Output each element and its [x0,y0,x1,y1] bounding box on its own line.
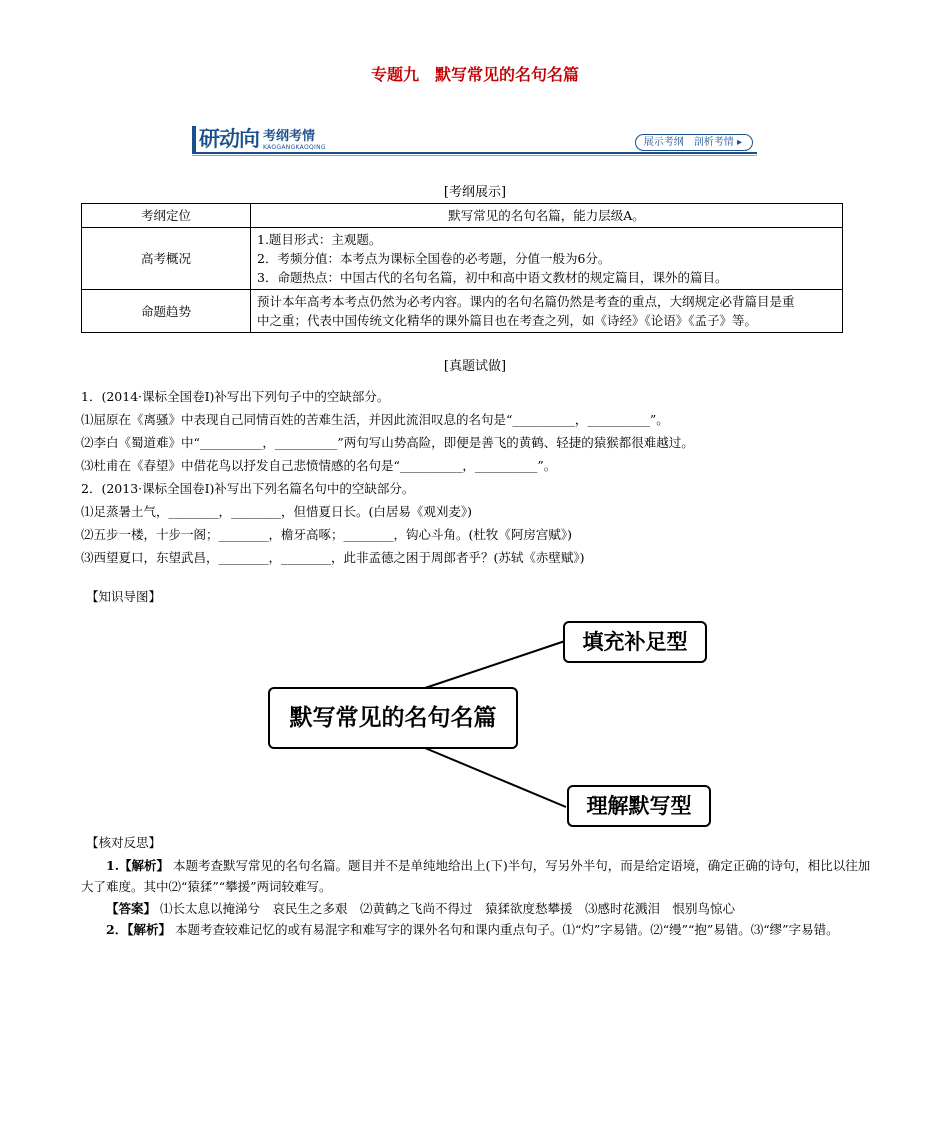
table-cell-label: 命题趋势 [82,290,251,333]
banner-sub-cn: 考纲考情 [263,129,316,144]
question-line: ⑶杜甫在《春望》中借花鸟以抒发自己悲愤情感的名句是“__________，__________”。 [81,458,557,473]
question-line: ⑴屈原在《离骚》中表现自己同情百姓的苦难生活，并因此流泪叹息的名句是“__________，__________”。 [81,412,669,427]
analysis-paragraph-1 [81,855,871,897]
table-line: 3．命题热点：中国古代的名句名篇，初中和高中语文教材的规定篇目，课外的篇目。 [257,270,728,285]
question-line: 1．(2014·课标全国卷Ⅰ)补写出下列句子中的空缺部分。 [81,389,390,404]
question-line: ⑵李白《蜀道难》中“__________，__________”两句写山势高险，即便是善飞的黄鹤、轻捷的猿猴都很难越过。 [81,435,694,450]
answer-text: ⑴长太息以掩涕兮 哀民生之多艰 ⑵黄鹤之飞尚不得过 猿猱欲度愁攀援 ⑶感时花溅泪 恨别鸟惊心 [160,901,736,916]
mindmap-center-node: 默写常见的名句名篇 [268,687,518,749]
connector-bottom [425,748,566,807]
answer-paragraph [81,898,871,919]
analysis-text: 本题考查较难记忆的或有易混字和难写字的课外名句和课内重点句子。⑴“灼”字易错。⑵“缦”“抱”易错。⑶“缪”字易错。 [174,922,839,937]
mindmap-branch-bottom: 理解默写型 [567,785,711,827]
answer-tag: 【答案】 [106,901,157,916]
page-title: 专题九 默写常见的名句名篇 [370,65,579,84]
fansi-heading: 【核对反思】 [86,835,162,850]
banner-right-label: 展示考纲 剖析考情 ▸ [635,134,753,151]
banner-main-label: 研动向 [199,127,259,151]
question-line: ⑴足蒸暑土气，________，________，但惜夏日长。(白居易《观刈麦》) [81,504,473,519]
analysis-paragraph-2 [81,919,871,940]
analysis-tag: 2．【解析】 [106,922,171,937]
analysis-text: 本题考查默写常见的名句名篇。题目并不是单纯地给出上(下)半句，写另外半句，而是给定语境，确定正确的诗句，相比以往加大了难度。其中⑵“猿猱”“攀援”两词较难写。 [81,858,871,894]
mindmap-branch-top: 填充补足型 [563,621,707,663]
table-line: 1.题目形式：主观题。 [257,232,382,247]
table-line: 中之重；代表中国传统文化精华的课外篇目也在考查之列，如《诗经》《论语》《孟子》等。 [257,313,758,328]
connector-top [425,641,565,688]
question-line: ⑵五步一楼，十步一阁；________，檐牙高啄；________，钩心斗角。(杜牧《阿房宫赋》) [81,527,573,542]
kaogang-heading: [考纲展示] [443,185,507,200]
banner-sub-en: KAOGANGKAOQING [263,144,326,151]
table-cell-label: 高考概况 [82,228,251,290]
zhenti-heading: [真题试做] [443,359,507,374]
mindmap-heading: 【知识导图】 [86,589,162,604]
table-cell-label: 考纲定位 [82,204,251,228]
analysis-tag: 1.【解析】 [106,858,170,873]
question-line: ⑶西望夏口，东望武昌，________，________，此非孟德之困于周郎者乎？(苏轼《赤壁赋》) [81,550,585,565]
question-line: 2．(2013·课标全国卷Ⅰ)补写出下列名篇名句中的空缺部分。 [81,481,415,496]
table-line: 预计本年高考本考点仍然为必考内容。课内的名句名篇仍然是考查的重点，大纲规定必背篇目是重 [257,294,795,309]
table-line: 默写常见的名句名篇，能力层级A。 [448,208,645,223]
table-line: 2．考频分值：本考点为课标全国卷的必考题，分值一般为6分。 [257,251,611,266]
